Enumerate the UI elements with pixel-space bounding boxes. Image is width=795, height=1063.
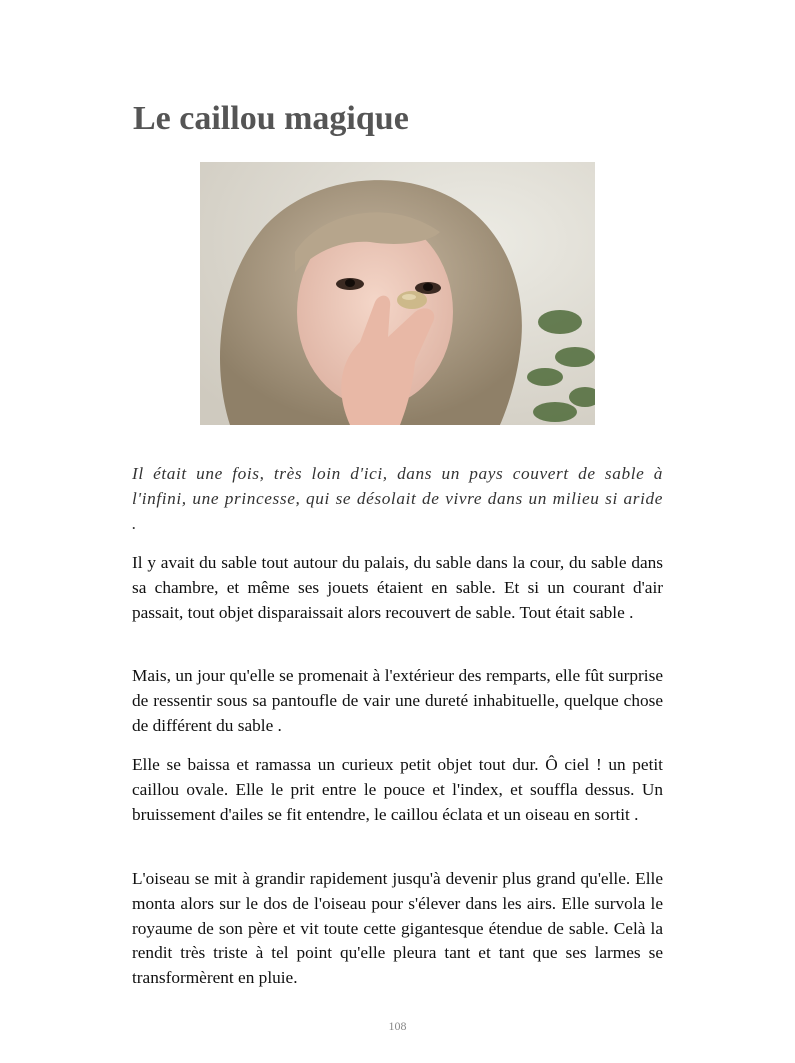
intro-paragraph: Il était une fois, très loin d'ici, dans un pays couvert de sable à l'infini, une princesse, qui se désolait de vivre dans un milieu si aride .: [132, 464, 663, 533]
page-number: 108: [388, 1019, 407, 1033]
body-paragraph: Il y avait du sable tout autour du palais, du sable dans la cour, du sable dans sa chambre, et même ses jouets étaient en sable. Et si un courant d'air passait, tout objet disparaissait alors recouvert de sable. Tout était sable .: [132, 553, 663, 622]
girl-holding-pebble-photo: [200, 162, 595, 425]
body-paragraph: L'oiseau se mit à grandir rapidement jusqu'à devenir plus grand qu'elle. Elle monta alors sur le dos de l'oiseau pour s'élever dans les airs. Elle survola le royaume de son père et vit toute cette gigantesque étendue de sable. Celà la rendit très triste à tel point qu'elle pleura tant et tant que ses larmes se transformèrent en pluie.: [132, 869, 663, 988]
body-paragraph: Mais, un jour qu'elle se promenait à l'extérieur des remparts, elle fût surprise de ressentir sous sa pantoufle de vair une dureté inhabituelle, quelque chose de différent du sable .: [132, 666, 663, 735]
page-title: Le caillou magique: [133, 100, 409, 137]
body-paragraph: Elle se baissa et ramassa un curieux petit objet tout dur. Ô ciel ! un petit caillou ovale. Elle le prit entre le pouce et l'index, et souffla dessus. Un bruissement d'ailes se fit entendre, le caillou éclata et un oiseau en sortit .: [132, 755, 663, 824]
